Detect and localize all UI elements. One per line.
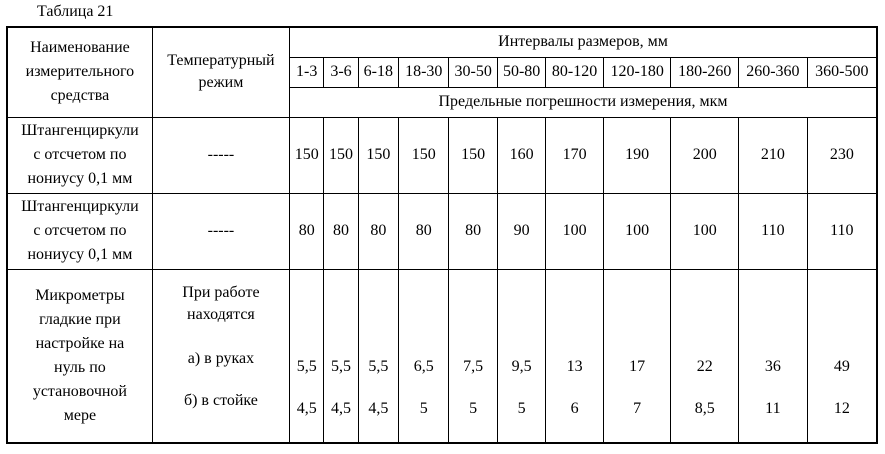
value-cell	[324, 269, 358, 443]
value-cell: 80	[324, 193, 358, 269]
instrument-name-line: настройке на	[35, 334, 125, 352]
value-cell: 170	[546, 117, 604, 193]
value-cell	[671, 269, 739, 443]
regime-cell: -----	[152, 117, 289, 193]
header-row-1	[7, 27, 877, 57]
header-regime-line: режим	[198, 74, 244, 91]
value-cell	[603, 269, 671, 443]
value-cell: 150	[358, 117, 398, 193]
instrument-name-line: установочной	[32, 382, 127, 400]
value-cell	[358, 269, 398, 443]
instrument-name-line: с отсчетом по	[33, 222, 127, 239]
value-stand: 7	[633, 399, 642, 417]
tolerance-table	[6, 26, 878, 444]
value-cell: 150	[290, 117, 324, 193]
table-row	[7, 193, 877, 269]
instrument-name	[7, 269, 152, 443]
value-stand: 4,5	[296, 399, 317, 417]
table-caption: Таблица 21	[37, 3, 114, 20]
interval-cell: 6-18	[358, 57, 398, 87]
interval-cell: 260-360	[739, 57, 808, 87]
value-cell	[290, 269, 324, 443]
table-row	[7, 269, 877, 443]
value-cell: 210	[739, 117, 808, 193]
interval-cell: 80-120	[546, 57, 604, 87]
value-hand: 7,5	[463, 357, 484, 375]
instrument-name-line: Микрометры	[35, 286, 125, 304]
value-hand: 49	[833, 357, 850, 375]
regime-note-line: При работе	[182, 283, 260, 301]
value-cell: 90	[497, 193, 545, 269]
header-regime-line: Температурный	[167, 52, 275, 69]
value-cell: 80	[290, 193, 324, 269]
value-stand: 5	[517, 399, 526, 417]
instrument-name-line: гладкие при	[39, 310, 121, 328]
regime-hand: а) в руках	[187, 349, 255, 367]
value-hand: 22	[696, 357, 713, 375]
value-cell	[449, 269, 497, 443]
value-cell: 80	[358, 193, 398, 269]
value-hand: 6,5	[413, 357, 434, 375]
value-cell	[546, 269, 604, 443]
interval-cell: 120-180	[603, 57, 671, 87]
value-cell: 160	[497, 117, 545, 193]
instrument-name-line: нониусу 0,1 мм	[27, 170, 133, 187]
instrument-name-line: нуль по	[54, 358, 106, 376]
interval-cell: 3-6	[324, 57, 358, 87]
value-stand: 8,5	[694, 399, 715, 417]
value-cell: 150	[399, 117, 449, 193]
header-instrument-line: Наименование	[30, 39, 130, 57]
regime-cell: -----	[152, 193, 289, 269]
instrument-name-line: нониусу 0,1 мм	[27, 246, 133, 263]
value-stand: 4,5	[368, 399, 389, 417]
value-cell: 80	[449, 193, 497, 269]
value-stand: 11	[765, 399, 781, 417]
interval-cell: 30-50	[449, 57, 497, 87]
value-cell	[497, 269, 545, 443]
value-cell	[807, 269, 877, 443]
value-hand: 13	[566, 357, 583, 375]
instrument-name	[7, 117, 152, 193]
value-cell: 100	[671, 193, 739, 269]
regime-cell	[152, 269, 289, 443]
header-regime	[152, 27, 289, 117]
value-cell: 190	[603, 117, 671, 193]
instrument-name-line: мере	[63, 406, 97, 424]
value-stand: 6	[570, 399, 579, 417]
interval-cell: 180-260	[671, 57, 739, 87]
value-cell: 150	[324, 117, 358, 193]
table-row	[7, 117, 877, 193]
regime-note-line: находятся	[187, 305, 255, 323]
instrument-name-line: с отсчетом по	[33, 146, 127, 163]
interval-cell: 50-80	[497, 57, 545, 87]
value-hand: 17	[629, 357, 646, 375]
header-intervals-title: Интервалы размеров, мм	[290, 27, 877, 57]
value-cell	[739, 269, 808, 443]
value-cell: 230	[807, 117, 877, 193]
value-cell: 80	[399, 193, 449, 269]
value-hand: 5,5	[330, 357, 351, 375]
value-cell: 150	[449, 117, 497, 193]
header-instrument-line: измерительного	[25, 63, 135, 81]
value-stand: 12	[833, 399, 850, 417]
regime-note	[153, 282, 289, 326]
value-cell: 100	[603, 193, 671, 269]
value-hand: 36	[764, 357, 781, 375]
interval-cell: 1-3	[290, 57, 324, 87]
regime-stack	[153, 270, 289, 442]
value-hand: 5,5	[368, 357, 389, 375]
value-stand: 5	[419, 399, 428, 417]
instrument-name	[7, 193, 152, 269]
value-cell: 200	[671, 117, 739, 193]
instrument-name-line: Штангенциркули	[21, 198, 139, 215]
value-stand: 5	[469, 399, 478, 417]
interval-cell: 18-30	[399, 57, 449, 87]
header-errors-title: Предельные погрешности измерения, мкм	[290, 87, 877, 117]
regime-stand: б) в стойке	[183, 391, 258, 409]
instrument-name-line: Штангенциркули	[21, 122, 139, 139]
value-hand: 5,5	[296, 357, 317, 375]
value-hand: 9,5	[511, 357, 532, 375]
interval-cell: 360-500	[807, 57, 877, 87]
header-instrument-line: средства	[50, 87, 110, 105]
value-cell: 110	[739, 193, 808, 269]
value-cell: 110	[807, 193, 877, 269]
header-instrument	[7, 27, 152, 117]
value-cell	[399, 269, 449, 443]
value-stand: 4,5	[330, 399, 351, 417]
value-cell: 100	[546, 193, 604, 269]
